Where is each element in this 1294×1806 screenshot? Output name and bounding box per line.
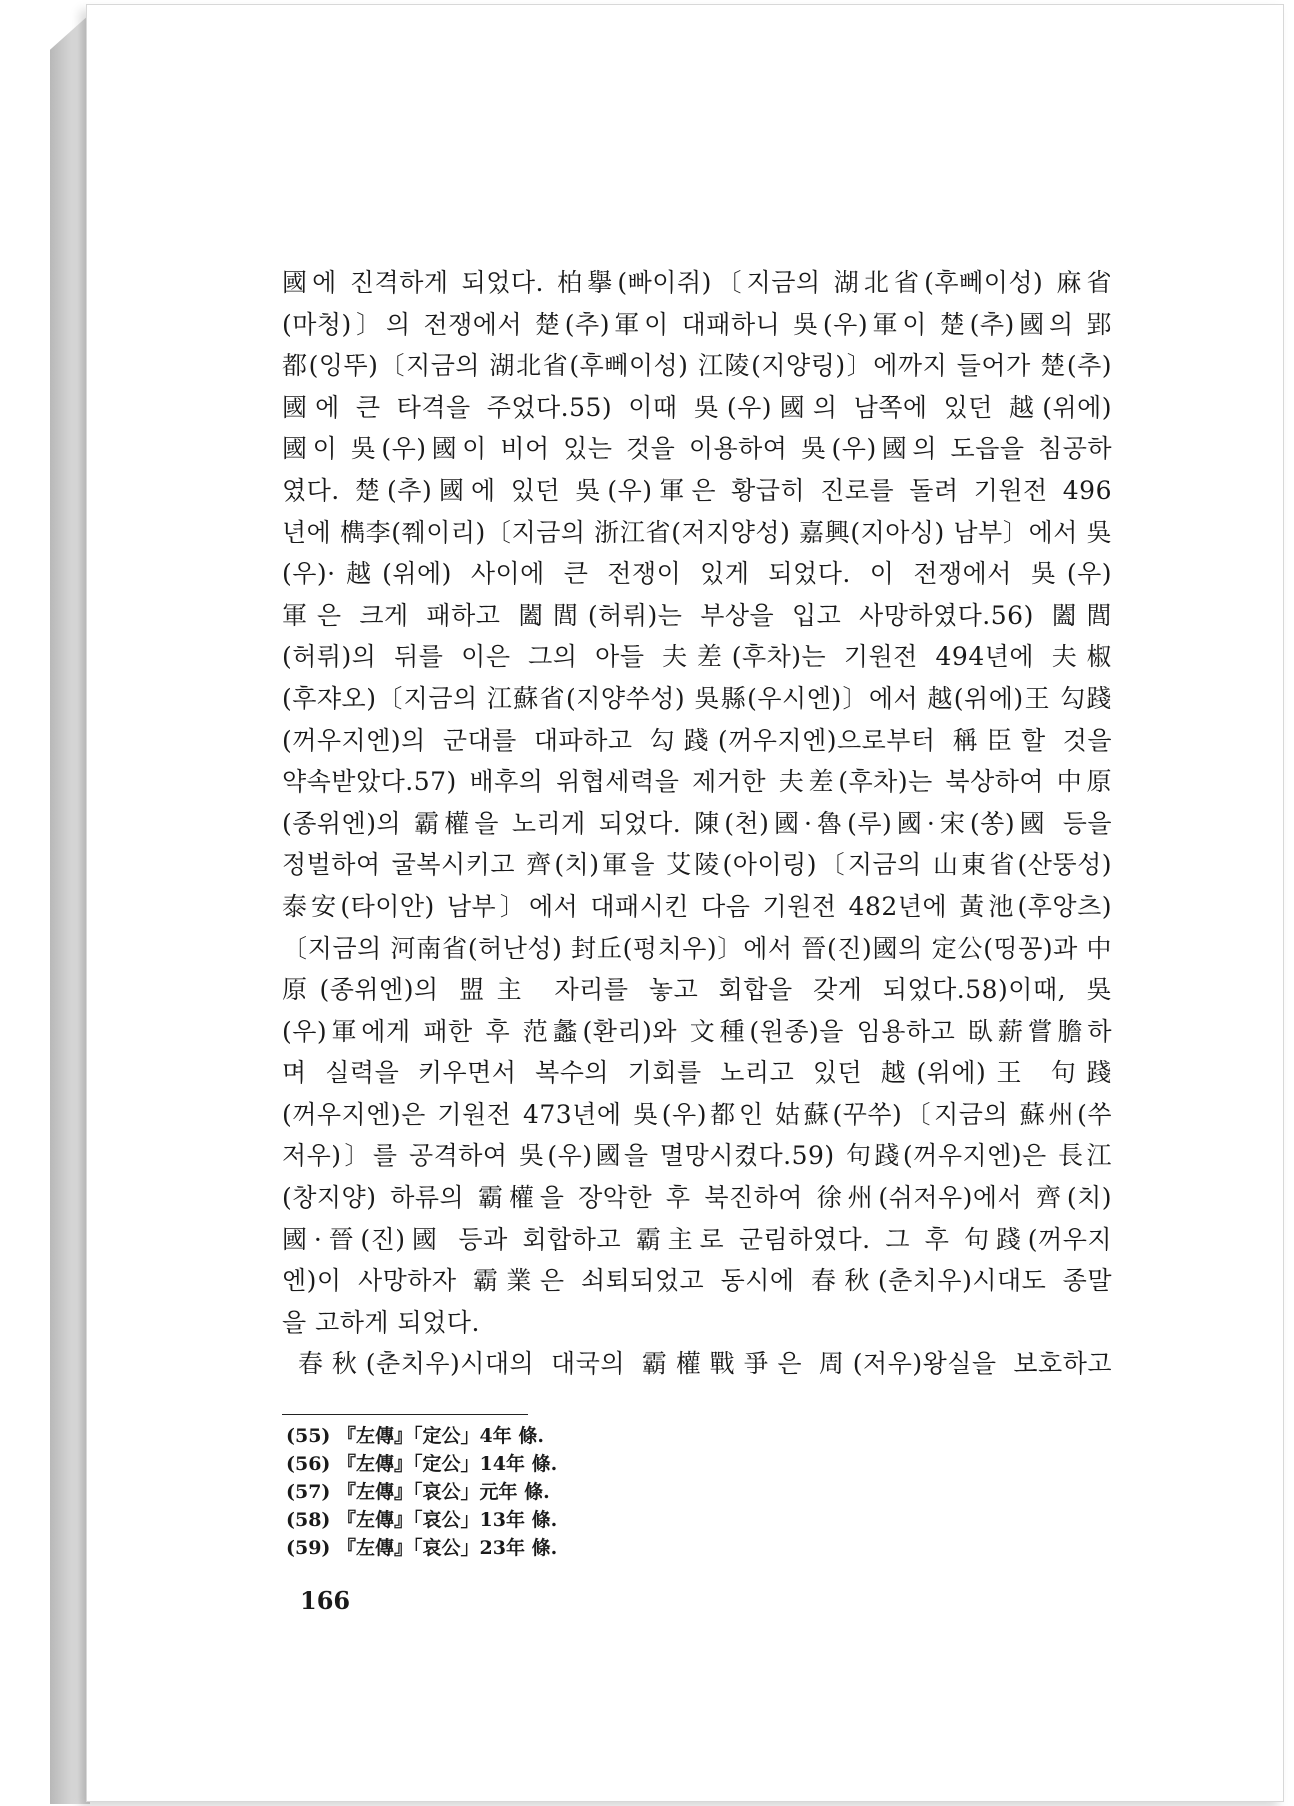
body-line: (허뤼)의 뒤를 이은 그의 아들 夫差(후차)는 기원전 494년에 夫椒 [282,642,1112,672]
footnote: (58) 『左傳』「哀公」13年 條. [286,1509,558,1531]
footnote: (55) 『左傳』「定公」4年 條. [286,1425,544,1447]
body-line: 國에 진격하게 되었다. 柏擧(빠이쥐)〔지금의 湖北省(후뻬이성) 麻省 [282,268,1112,297]
body-line: 년에 檇李(쮀이리)〔지금의 浙江省(저지양성) 嘉興(지아싱) 남부〕에서 吳 [282,517,1112,547]
body-line: (종위엔)의 霸權을 노리게 되었다. 陳(천)國·魯(루)國·宋(쏭)國 등을 [282,808,1112,838]
body-line: 을 고하게 되었다. [282,1307,480,1337]
body-line: 약속받았다.57) 배후의 위협세력을 제거한 夫差(후차)는 북상하여 中原 [282,767,1112,797]
body-line: 정벌하여 굴복시키고 齊(치)軍을 艾陵(아이링)〔지금의 山東省(산뚱성) [282,850,1112,880]
body-line: (우)軍에게 패한 후 范蠡(환리)와 文種(원종)을 임용하고 臥薪嘗膽하 [282,1016,1112,1046]
body-line: 〔지금의 河南省(허난성) 封丘(펑치우)〕에서 晉(진)國의 定公(띵꽁)과 中 [282,933,1112,963]
body-line: (꺼우지엔)은 기원전 473년에 吳(우)都인 姑蘇(꾸쑤)〔지금의 蘇州(쑤 [282,1099,1112,1129]
page-number: 166 [300,1586,351,1615]
body-line: 저우)〕를 공격하여 吳(우)國을 멸망시켰다.59) 句踐(꺼우지엔)은 長江 [282,1141,1112,1171]
body-line: 軍은 크게 패하고 闔閭(허뤼)는 부상을 입고 사망하였다.56) 闔閭 [282,600,1112,630]
footnote: (59) 『左傳』「哀公」23年 條. [286,1537,558,1559]
body-text [282,262,1112,1385]
body-line: 國에 큰 타격을 주었다.55) 이때 吳(우)國의 남쪽에 있던 越(위에) [282,392,1112,422]
body-line: (우)·越(위에) 사이에 큰 전쟁이 있게 되었다. 이 전쟁에서 吳(우) [282,559,1112,589]
footnote: (56) 『左傳』「定公」14年 條. [286,1453,558,1475]
book-spine-edge [50,14,90,1804]
body-line: 都(잉뚜)〔지금의 湖北省(후뻬이성) 江陵(지양링)〕에까지 들어가 楚(추) [282,351,1112,381]
body-line: 春秋(춘치우)시대의 대국의 霸權戰爭은 周(저우)왕실을 보호하고 [298,1349,1112,1379]
body-line: 泰安(타이안) 남부〕에서 대패시킨 다음 기원전 482년에 黃池(후앙츠) [282,891,1112,921]
body-line: 國·晉(진)國 등과 회합하고 霸主로 군림하였다. 그 후 句踐(꺼우지 [282,1224,1112,1254]
body-line: (창지양) 하류의 霸權을 장악한 후 북진하여 徐州(쉬저우)에서 齊(치) [282,1183,1112,1213]
footnote: (57) 『左傳』「哀公」元年 條. [286,1481,550,1503]
body-line: (마청)〕의 전쟁에서 楚(추)軍이 대패하니 吳(우)軍이 楚(추)國의 郢 [282,309,1112,339]
body-line: 였다. 楚(추)國에 있던 吳(우)軍은 황급히 진로를 돌려 기원전 496 [282,475,1112,505]
footnote-divider [282,1414,528,1415]
body-line: (꺼우지엔)의 군대를 대파하고 勾踐(꺼우지엔)으로부터 稱臣할 것을 [282,725,1112,755]
body-line: (후쟈오)〔지금의 江蘇省(지양쑤성) 吳縣(우시엔)〕에서 越(위에)王 勾踐 [282,683,1112,713]
body-line: 엔)이 사망하자 霸業은 쇠퇴되었고 동시에 春秋(춘치우)시대도 종말 [282,1266,1112,1296]
body-line: 國이 吳(우)國이 비어 있는 것을 이용하여 吳(우)國의 도읍을 침공하 [282,434,1112,464]
body-line: 며 실력을 키우면서 복수의 기회를 노리고 있던 越(위에)王 句踐 [282,1058,1112,1088]
footnotes [286,1422,557,1562]
body-line: 原(종위엔)의 盟主 자리를 놓고 회합을 갖게 되었다.58)이때, 吳 [282,975,1112,1005]
